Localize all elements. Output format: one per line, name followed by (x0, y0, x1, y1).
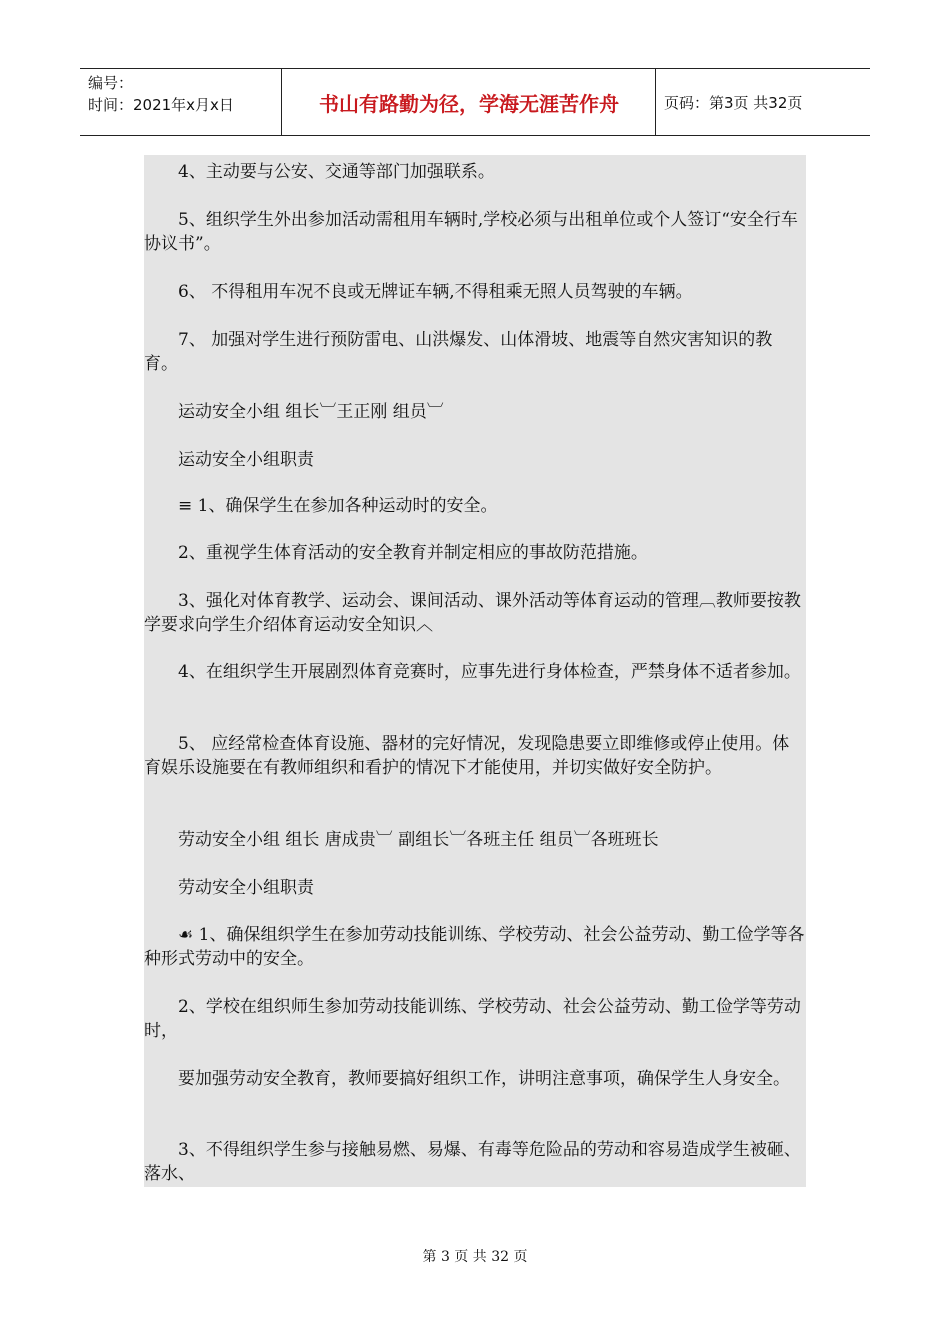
header-meta (88, 72, 278, 116)
document-header (80, 68, 870, 136)
header-motto: 书山有路勤为径，学海无涯苦作舟 (319, 92, 619, 116)
paragraph: 运动安全小组职责 (178, 450, 314, 470)
time-label: 时间：2021年x月x日 (88, 96, 234, 114)
paragraph: 运动安全小组 组长︺王正刚 组员︺ (178, 402, 444, 422)
paragraph: 2、学校在组织师生参加劳动技能训练、学校劳动、社会公益劳动、勤工俭学等劳动时， (144, 997, 801, 1041)
paragraph: 要加强劳动安全教育，教师要搞好组织工作，讲明注意事项，确保学生人身安全。 (178, 1069, 790, 1089)
header-page-label: 页码：第3页 共32页 (664, 94, 803, 112)
paragraph: 7、 加强对学生进行预防雷电、山洪爆发、山体滑坡、地震等自然灾害知识的教育。 (144, 330, 773, 374)
page-footer: 第 3 页 共 32 页 (422, 1249, 528, 1265)
number-label: 编号： (88, 74, 134, 92)
paragraph: ≡ 1、确保学生在参加各种运动时的安全。 (178, 496, 498, 516)
paragraph: 5、组织学生外出参加活动需租用车辆时,学校必须与出租单位或个人签订“安全行车协议书”。 (144, 210, 798, 254)
paragraph: 4、在组织学生开展剧烈体育竞赛时，应事先进行身体检查，严禁身体不适者参加。 (178, 662, 801, 682)
paragraph: 3、不得组织学生参与接触易燃、易爆、有毒等危险品的劳动和容易造成学生被砸、落水、 (144, 1140, 801, 1184)
paragraph: 5、 应经常检查体育设施、器材的完好情况，发现隐患要立即维修或停止使用。体育娱乐设施要在有教师组织和看护的情况下才能使用，并切实做好安全防护。 (144, 734, 790, 778)
paragraph: 2、重视学生体育活动的安全教育并制定相应的事故防范措施。 (178, 543, 648, 563)
paragraph: 4、主动要与公安、交通等部门加强联系。 (178, 162, 495, 182)
paragraph: ☙ 1、确保组织学生在参加劳动技能训练、学校劳动、社会公益劳动、勤工俭学等各种形式劳动中的安全。 (144, 925, 805, 969)
header-divider-right (655, 69, 656, 135)
paragraph: 3、强化对体育教学、运动会、课间活动、课外活动等体育运动的管理︹教师要按教学要求向学生介绍体育运动安全知识︿ (144, 591, 801, 635)
paragraph: 劳动安全小组职责 (178, 878, 314, 898)
document-body (144, 155, 806, 1187)
paragraph: 劳动安全小组 组长 唐成贵︺ 副组长︺各班主任 组员︺各班班长 (178, 830, 659, 850)
paragraph: 6、 不得租用车况不良或无牌证车辆,不得租乘无照人员驾驶的车辆。 (178, 282, 693, 302)
